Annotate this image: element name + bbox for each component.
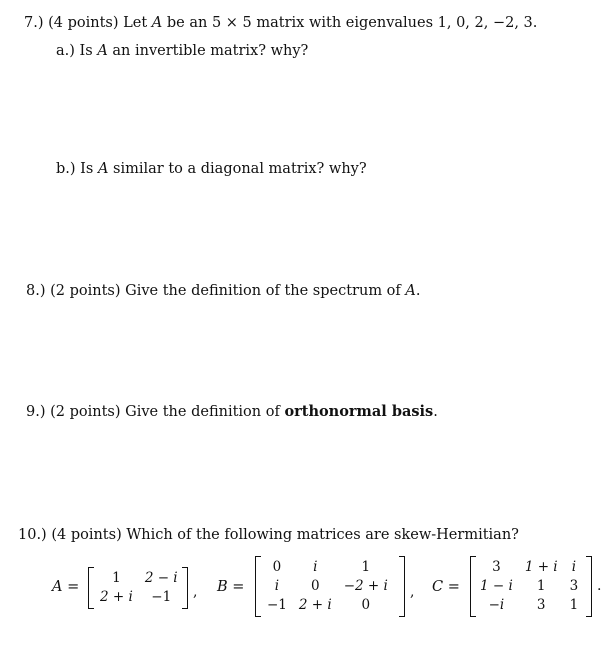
matrix-b-cell: i	[313, 558, 318, 575]
matrix-b-cell: 0	[361, 596, 371, 613]
q8-text: Give the definition of the spectrum of	[125, 283, 401, 299]
matrix-a-cell: 2 + i	[100, 588, 133, 605]
matrix-c-cell: −i	[488, 596, 505, 613]
matrix-c-cell: 3	[569, 577, 579, 594]
question-7	[24, 14, 537, 32]
matrix-b-cell: −1	[267, 596, 287, 613]
matrix-a-label: A =	[52, 579, 80, 595]
matrix-b-cell: 0	[272, 558, 282, 575]
question-7a	[56, 42, 308, 60]
q9-points: (2 points)	[50, 404, 121, 420]
q7b-text-before: Is	[80, 161, 94, 177]
q7b-label: b.)	[56, 161, 76, 177]
question-8	[26, 282, 420, 300]
q7-number: 7.)	[24, 15, 44, 31]
q7a-var: A	[97, 43, 108, 59]
q9-number: 9.)	[26, 404, 46, 420]
matrix-c-cell: 1 + i	[524, 558, 558, 575]
matrix-c-cell: 1 − i	[480, 577, 513, 594]
matrix-c-cell: 3	[536, 596, 546, 613]
matrix-a-cell: 2 − i	[144, 569, 178, 586]
matrix-a	[88, 567, 188, 609]
q7b-text-after: similar to a diagonal matrix? why?	[113, 161, 367, 177]
q7b-var: A	[97, 161, 109, 177]
matrix-b-cell: 1	[361, 558, 371, 575]
matrix-b-label: B =	[217, 579, 245, 595]
q9-text: Give the definition of	[125, 404, 280, 420]
matrix-c-right-bracket	[586, 556, 592, 617]
matrix-a-separator: ,	[193, 584, 198, 600]
matrix-c-cell: i	[571, 558, 577, 575]
q7a-label: a.)	[56, 43, 75, 59]
matrix-b-right-bracket	[399, 556, 405, 617]
question-9	[26, 403, 438, 421]
matrix-b-cell: 0	[311, 577, 320, 594]
question-7b	[56, 160, 367, 178]
q7a-text-before: Is	[79, 43, 93, 59]
q10-text: Which of the following matrices are skew-Hermitian?	[126, 527, 519, 543]
matrix-b	[255, 556, 405, 617]
matrix-b-separator: ,	[410, 584, 415, 600]
matrix-b-cell: 2 + i	[298, 596, 332, 613]
q8-end: .	[415, 283, 421, 299]
q7-text-before: Let	[123, 15, 148, 31]
matrix-c-final-period: .	[597, 578, 602, 594]
matrix-c	[470, 556, 592, 617]
q7-var-a: A	[151, 15, 163, 31]
q9-end: .	[433, 404, 438, 420]
q8-var: A	[405, 283, 416, 299]
q7-points: (4 points)	[48, 15, 119, 31]
matrix-c-label: C =	[432, 579, 460, 595]
q9-bold-term: orthonormal basis	[284, 403, 434, 420]
q7-text-after: be an 5 × 5 matrix with eigenvalues 1, 0, 2, −2, 3.	[166, 15, 538, 31]
q10-number: 10.)	[18, 527, 47, 543]
matrix-a-cell: 1	[112, 569, 121, 586]
matrix-c-cell: 1	[536, 577, 546, 594]
matrix-b-cell: −2 + i	[343, 577, 388, 594]
matrix-c-cell: 1	[569, 596, 579, 613]
matrix-c-cell: 3	[492, 558, 501, 575]
q8-points: (2 points)	[50, 283, 121, 299]
q10-points: (4 points)	[51, 527, 122, 543]
q7a-text-after: an invertible matrix? why?	[112, 43, 309, 59]
matrix-b-cell: i	[274, 577, 280, 594]
question-10	[18, 526, 519, 544]
q8-number: 8.)	[26, 283, 46, 299]
matrix-a-cell: −1	[151, 588, 172, 605]
